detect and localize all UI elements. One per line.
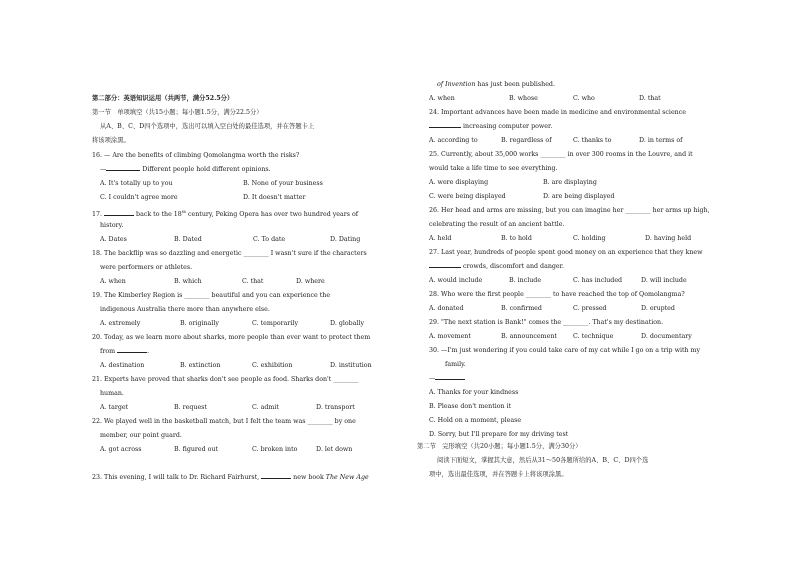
option-b: B. request	[174, 404, 207, 411]
question-25-options-row-2	[429, 190, 721, 204]
question-21-options	[92, 401, 378, 415]
option-b: B. None of your business	[243, 180, 323, 187]
option-a: A. target	[100, 404, 129, 411]
question-18-stem-cont: were performers or athletes.	[100, 264, 193, 271]
instruction-line-2: 将该项涂黑。	[92, 137, 130, 144]
option-c: C. To date	[253, 236, 286, 243]
question-28-options	[429, 302, 721, 316]
option-a: A. when	[429, 95, 455, 102]
question-27-stem: 27. Last year, hundreds of people spent good money on an experience that they knew	[429, 249, 703, 256]
answer-blank	[106, 164, 140, 171]
question-20-stem: 20. Today, as we learn more about sharks, more people than ever want to protect them	[92, 334, 371, 341]
question-19-options	[92, 317, 378, 331]
option-a: A. donated	[429, 305, 464, 312]
question-23-options	[429, 92, 721, 106]
question-21-stem-cont: human.	[100, 390, 124, 397]
question-20-options	[92, 359, 378, 373]
option-a: A. held	[429, 235, 452, 242]
question-22-stem: 22. We played well in the basketball match, but I felt the team was ________ by one	[92, 418, 356, 425]
option-c: C. has included	[573, 277, 623, 284]
option-a: A. according to	[429, 137, 478, 144]
option-c: C. were being displayed	[429, 193, 506, 200]
option-d: D. where	[296, 278, 325, 285]
question-24-stem: 24. Important advances have been made in medicine and environmental science	[429, 109, 686, 116]
option-a: A. would include	[429, 277, 483, 284]
option-c: C. I couldn't agree more	[100, 194, 178, 201]
question-24-stem-cont: increasing computer power.	[429, 120, 552, 134]
question-29-options	[429, 330, 721, 344]
option-d: D. in terms of	[639, 137, 683, 144]
option-c: C. temporarily	[252, 320, 299, 327]
option-c: C. broken into	[252, 446, 298, 453]
option-c: C. exhibition	[252, 362, 293, 369]
question-21-stem: 21. Experts have proved that sharks don't see people as food. Sharks don't ________	[92, 376, 359, 383]
question-25-stem: 25. Currently, about 35,000 works ________ in over 300 rooms in the Louvre, and it	[429, 151, 693, 158]
question-26-stem: 26. Her head and arms are missing, but you can imagine her ________ her arms up high,	[429, 207, 710, 214]
question-19-stem-cont: indigenous Australia there more than anywhere else.	[100, 306, 270, 313]
answer-blank	[104, 209, 134, 216]
option-a: A. movement	[429, 333, 471, 340]
option-a: A. It's totally up to you	[100, 180, 173, 187]
option-d: D. are being displayed	[543, 193, 615, 200]
question-23-stem: 23. This evening, I will talk to Dr. Richard Fairhurst, new book The New Age	[92, 474, 369, 481]
option-b: B. are displaying	[543, 179, 597, 186]
question-18-options	[92, 275, 378, 289]
question-18-stem: 18. The backflip was so dazzling and energetic ________ I wasn't sure if the characters	[92, 250, 367, 257]
part-two-title: 第二部分：英语知识运用（共两节，满分52.5分）	[92, 95, 234, 102]
answer-blank	[435, 373, 465, 380]
question-25-options-row-1	[429, 176, 721, 190]
option-b: B. whose	[509, 95, 538, 102]
option-b: B. figured out	[174, 446, 219, 453]
option-c: C. admit	[252, 404, 279, 411]
question-22-options	[92, 443, 378, 457]
option-d: D. Dating	[330, 236, 361, 243]
option-b: B. regardless of	[501, 137, 552, 144]
option-d: D. transport	[316, 404, 355, 411]
question-17-options	[92, 233, 378, 247]
option-b: B. to hold	[501, 235, 532, 242]
option-d: D. having held	[645, 235, 692, 242]
option-b: B. extinction	[180, 362, 221, 369]
question-23-stem-cont: of Invention has just been published.	[437, 81, 555, 88]
question-27-stem-cont: crowds, discomfort and danger.	[429, 260, 564, 274]
option-d: D. Sorry, but I'll prepare for my driving test	[429, 431, 569, 438]
question-17-stem: 17. back to the 18th century, Peking Opera has over two hundred years of	[92, 209, 359, 219]
option-d: D. institution	[330, 362, 372, 369]
answer-blank	[429, 261, 461, 268]
question-16-stem: 16. — Are the benefits of climbing Qomolangma worth the risks?	[92, 152, 300, 159]
option-a: A. Dates	[100, 236, 127, 243]
option-b: B. include	[509, 277, 542, 284]
question-27-options	[429, 274, 721, 288]
question-29-stem: 29. "The next station is Bank!" comes the ________. That's my destination.	[429, 319, 664, 326]
instruction-line-1: 从A、B、C、D四个选项中，选出可以填入空白处的最佳选项，并在答题卡上	[100, 123, 315, 130]
question-16-options-row-2	[92, 191, 378, 205]
option-d: D. documentary	[641, 333, 692, 340]
question-26-options	[429, 232, 721, 246]
option-a: A. destination	[100, 362, 145, 369]
option-b: B. announcement	[501, 333, 557, 340]
question-30-stem-cont: family.	[445, 361, 466, 368]
answer-blank	[429, 121, 461, 128]
question-26-stem-cont: celebrating the result of an ancient battle.	[429, 221, 565, 228]
section-one-title: 第一节 单项填空（共15小题；每小题1.5分，满分22.5分）	[92, 109, 263, 116]
option-d: D. It doesn't matter	[243, 194, 306, 201]
cloze-instruction-line-1: 阅读下面短文，掌握其大意，然后从31～50各题所给的A、B、C、D四个选	[437, 457, 649, 464]
question-24-options	[429, 134, 721, 148]
option-b: B. confirmed	[501, 305, 542, 312]
question-30-stem: 30. —I'm just wondering if you could take care of my cat while I go on a trip with my	[429, 347, 701, 354]
question-28-stem: 28. Who were the first people ________ to have reached the top of Qomolangma?	[429, 291, 685, 298]
option-d: D. that	[639, 95, 661, 102]
option-c: C. Hold on a moment, please	[429, 417, 522, 424]
option-d: D. let down	[316, 446, 353, 453]
section-two-title: 第二节 完形填空（共20小题；每小题1.5分，满分30分）	[417, 443, 582, 450]
question-17-stem-cont: history.	[100, 222, 124, 229]
option-a: A. Thanks for your kindness	[429, 389, 519, 396]
question-19-stem: 19. The Kimberley Region is ________ beautiful and you can experience the	[92, 292, 331, 299]
option-c: C. technique	[573, 333, 614, 340]
answer-blank	[117, 346, 147, 353]
option-c: C. pressed	[573, 305, 607, 312]
option-b: B. originally	[180, 320, 219, 327]
option-a: A. got across	[100, 446, 142, 453]
option-b: B. Please don't mention it	[429, 403, 512, 410]
option-a: A. when	[100, 278, 126, 285]
option-b: B. which	[174, 278, 202, 285]
question-30-answer-line: —	[429, 372, 465, 386]
question-16-options-row-1	[92, 177, 378, 191]
question-25-stem-cont: would take a life time to see everything.	[429, 165, 558, 172]
question-20-stem-cont: from .	[100, 348, 150, 355]
option-c: C. thanks to	[573, 137, 612, 144]
question-22-stem-cont: member, our point guard.	[100, 432, 182, 439]
option-d: D. erupted	[641, 305, 675, 312]
option-a: A. were displaying	[429, 179, 489, 186]
cloze-instruction-line-2: 项中，选出最佳选项，并在答题卡上将该项涂黑。	[429, 471, 568, 478]
question-16-answer-line: — Different people hold different opinions.	[100, 166, 271, 173]
option-c: C. holding	[573, 235, 606, 242]
option-b: B. Dated	[174, 236, 202, 243]
option-d: D. will include	[641, 277, 687, 284]
answer-blank	[261, 472, 291, 479]
option-a: A. extremely	[100, 320, 141, 327]
option-c: C. who	[573, 95, 595, 102]
option-d: D. globally	[330, 320, 365, 327]
option-c: C. that	[242, 278, 264, 285]
